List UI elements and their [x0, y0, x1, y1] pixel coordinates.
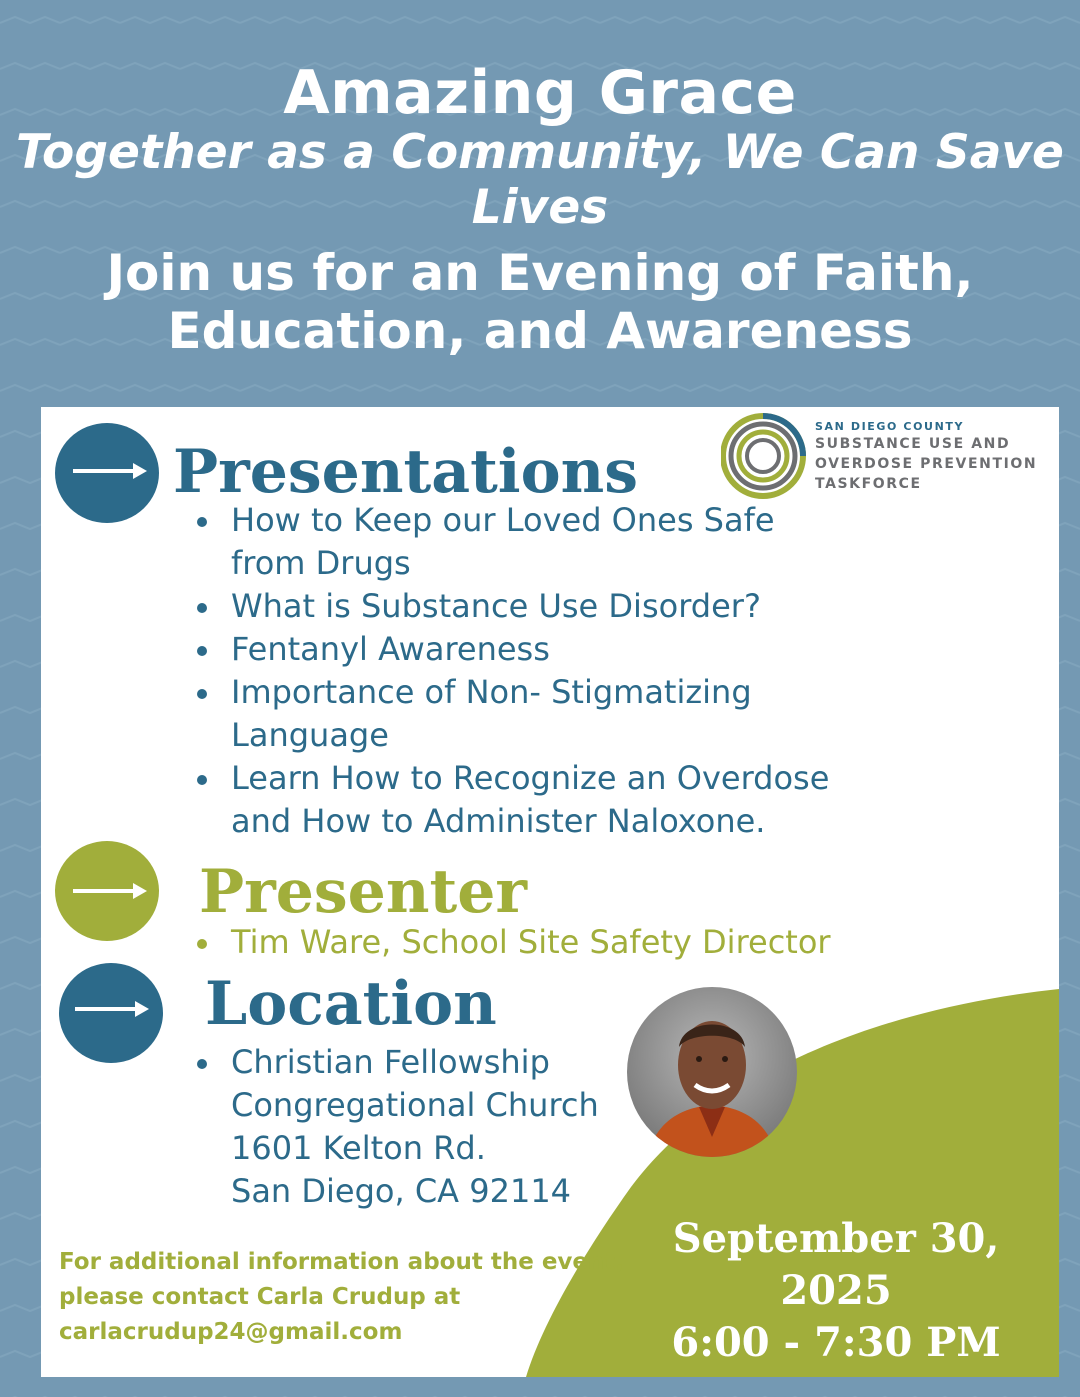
logo-line-3: OVERDOSE PREVENTION — [815, 456, 1038, 472]
contact-line-2: please contact Carla Crudup at — [59, 1284, 461, 1310]
arrow-circle-icon — [59, 963, 163, 1063]
location-line-3: 1601 Kelton Rd. — [231, 1129, 486, 1167]
contact-email[interactable]: carlacrudup24@gmail.com — [59, 1319, 403, 1345]
logo-county: SAN DIEGO COUNTY — [815, 420, 965, 433]
location-heading: Location — [205, 969, 497, 1039]
presenter-photo — [627, 987, 797, 1157]
invite-text — [0, 244, 1080, 360]
arrow-circle-icon — [55, 423, 159, 523]
presenter-list — [195, 921, 855, 964]
list-item: Importance of Non- Stigmatizing Language — [195, 671, 855, 757]
event-date: September 30, 2025 — [672, 1215, 1000, 1314]
list-item: How to Keep our Loved Ones Safe from Drugs — [195, 499, 855, 585]
event-title: Amazing Grace — [283, 58, 797, 128]
list-item: What is Substance Use Disorder? — [195, 585, 855, 628]
info-card — [41, 407, 1059, 1377]
event-subtitle: Together as a Community, We Can Save Lives — [16, 125, 1064, 235]
contact-info — [59, 1245, 624, 1350]
location-address — [195, 1041, 615, 1213]
location-line-1: Christian Fellowship — [231, 1043, 550, 1081]
event-datetime — [616, 1213, 1056, 1369]
presentations-heading: Presentations — [173, 437, 638, 507]
invite-line-1: Join us for an Evening of Faith, — [106, 244, 974, 302]
arrow-circle-icon — [55, 841, 159, 941]
invite-line-2: Education, and Awareness — [167, 302, 913, 360]
contact-line-1: For additional information about the event, — [59, 1249, 625, 1275]
presentations-list — [195, 499, 855, 843]
taskforce-logo-text — [815, 419, 1037, 494]
logo-line-2: SUBSTANCE USE AND — [815, 436, 1011, 452]
list-item: Learn How to Recognize an Overdose and How to Administer Naloxone. — [195, 757, 855, 843]
location-list — [195, 1041, 615, 1213]
logo-line-4: TASKFORCE — [815, 476, 922, 492]
location-line-2: Congregational Church — [231, 1086, 599, 1124]
location-line-4: San Diego, CA 92114 — [231, 1172, 572, 1210]
list-item: Tim Ware, School Site Safety Director — [195, 921, 855, 964]
presenter-heading: Presenter — [199, 857, 527, 927]
event-time: 6:00 - 7:30 PM — [671, 1319, 1001, 1366]
list-item: Fentanyl Awareness — [195, 628, 855, 671]
